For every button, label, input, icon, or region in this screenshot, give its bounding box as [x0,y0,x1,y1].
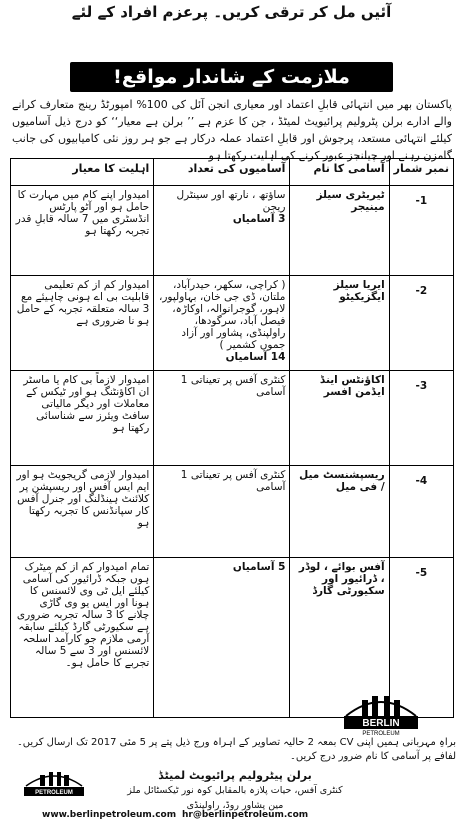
company-address: کنٹری آفس، حیات پلازہ بالمقابل کوہ نور ٹیکسٹائل ملز مین پشاور روڈ، راولپنڈی [127,785,343,811]
post-count-line: 3 آسامیاں [232,213,286,225]
company-name: برلن پیٹرولیم پرائیویٹ لمیٹڈ [158,769,312,782]
row-number: -3 [415,380,428,392]
vacancies-table [10,158,454,718]
header-eligibility: اہلیت کا معیار [11,159,154,186]
logo-text: BERLIN [362,718,400,729]
tagline: آئیں مل کر ترقی کریں۔ پرعزم افراد کے لئے [71,3,392,21]
email-link[interactable]: hr@berlinpetroleum.com [182,810,309,820]
table-row [11,466,454,558]
application-instructions: براہِ مہربانی ہمیں اپنی CV بمعہ 2 حالیہ تصاویر کے اہراہ ورج ذیل پتے پر 5 مئی 2017 تک ارسال کریں۔ لفافے پر آسامی کا نام ضرور درج کریں۔ [16,737,456,762]
berlin-logo-small-icon [18,766,90,800]
headline-banner: ملازمت کے شاندار مواقع! [70,62,393,92]
website-link[interactable]: www.berlinpetroleum.com [42,810,177,820]
post-count [154,466,290,558]
post-count-line: ساؤتھ ، نارتھ اور سینٹرل ریجن [176,189,286,213]
post-count [154,186,290,276]
eligibility: امیدوار کم از کم تعلیمی قابلیت بی اے ہونی چاہیئے مع 3 سالہ متعلقہ تجربہ کے حامل ہو نا ضروری ہے [11,276,154,371]
post-name: ٹیریٹری سیلز مینیجر [290,186,389,276]
row-number: -4 [415,475,428,487]
intro-paragraph: پاکستان بھر میں انتہائی قابلِ اعتماد اور معیاری انجن آئل کی 100% امپورٹڈ رینج متعارف کرانے والے ادارے برلن پٹرولیم پرائیویٹ لمیٹڈ ، جن کا عزم ہے ’’ برلن ہے معیار‘‘ کو درج ذیل آسامیوں کیلئے انتہائی مستعد، پرجوش اور قابلِ اعتماد عملہ درکار ہے جو ہر روز نئی کامیابیوں کی جانب گامزن رہنے اور چیلنجز عبور کرنے کی اہلیت رکھتا ہو۔ [12,98,452,162]
row-number: -5 [415,567,428,579]
table-row [11,371,454,466]
post-name: ریسپشنسٹ میل / فی میل [290,466,389,558]
post-count-line: ( کراچی، سکھر، حیدرآباد، ملتان، ڈی جی خان، بہاولپور، لاہور، گوجرانوالہ، اوکاڑہ، فیصل آباد، سرگودھا، راولپنڈی، پشاور اور آزاد جموں کشمیر ) [158,279,286,351]
post-name: اکاؤنٹس اینڈ ایڈمن افسر [290,371,389,466]
post-count-line: کنٹری آفس پر تعیناتی 1 آسامی [180,469,286,493]
post-count-line: 14 آسامیاں [225,351,286,363]
company-block [120,768,350,813]
table-row [11,186,454,276]
post-count-line: کنٹری آفس پر تعیناتی 1 آسامی [180,374,286,398]
post-name: آفس بوائے ، لوڈر ، ڈرائیور اور سکیورٹی گارڈ [290,558,389,718]
post-count [154,276,290,371]
header-post-name: آسامی کا نام [290,159,389,186]
row-number: -1 [415,195,428,207]
eligibility: تمام امیدوار کم از کم میٹرک ہوں جبکہ ڈرائیور کی آسامی کیلئے ایل ٹی وی لائسنس کا ہونا اور ایس یو وی گاڑی چلانے کا 3 سالہ تجربہ ضروری ہے سکیورٹی گارڈ کیلئے سابقہ آرمی ملازم جو کارآمد اسلحہ لائسنس اور 3 سے 5 سالہ تجربے کا حامل ہو۔ [11,558,154,718]
post-count [154,371,290,466]
post-count-line: 5 آسامیاں [232,561,286,573]
post-count [154,558,290,718]
table-row [11,276,454,371]
logo-small-text: PETROLEUM [35,790,73,796]
eligibility: امیدوار لازمی گریجویٹ ہو اور ایم ایس آفس اور ریسپشن پر کلائنٹ ہینڈلنگ اور جنرل آفس کار سپانڈنس کا تجربہ رکھتا ہو [11,466,154,558]
logo-subtext: PETROLEUM [362,731,400,736]
post-name: ایریا سیلز ایگزیکیٹو [290,276,389,371]
header-post-count: آسامیوں کی تعداد [154,159,290,186]
eligibility: امیدوار اپنے کام میں مہارت کا حامل ہو اور آٹو پارٹس انڈسٹری میں 7 سالہ قابلِ قدر تجربہ رکھتا ہو [11,186,154,276]
berlin-logo-icon [336,686,426,736]
row-number: -2 [415,285,428,297]
eligibility: امیدوار لازماً بی کام یا ماسٹر ان اکاؤنٹنگ ہو اور ٹیکس کے معاملات اور دیگر مالیاتی سافٹ ویئرز سے شناسائی رکھتا ہو [11,371,154,466]
table-header-row [11,159,454,186]
header-serial: نمبر شمار [389,159,453,186]
